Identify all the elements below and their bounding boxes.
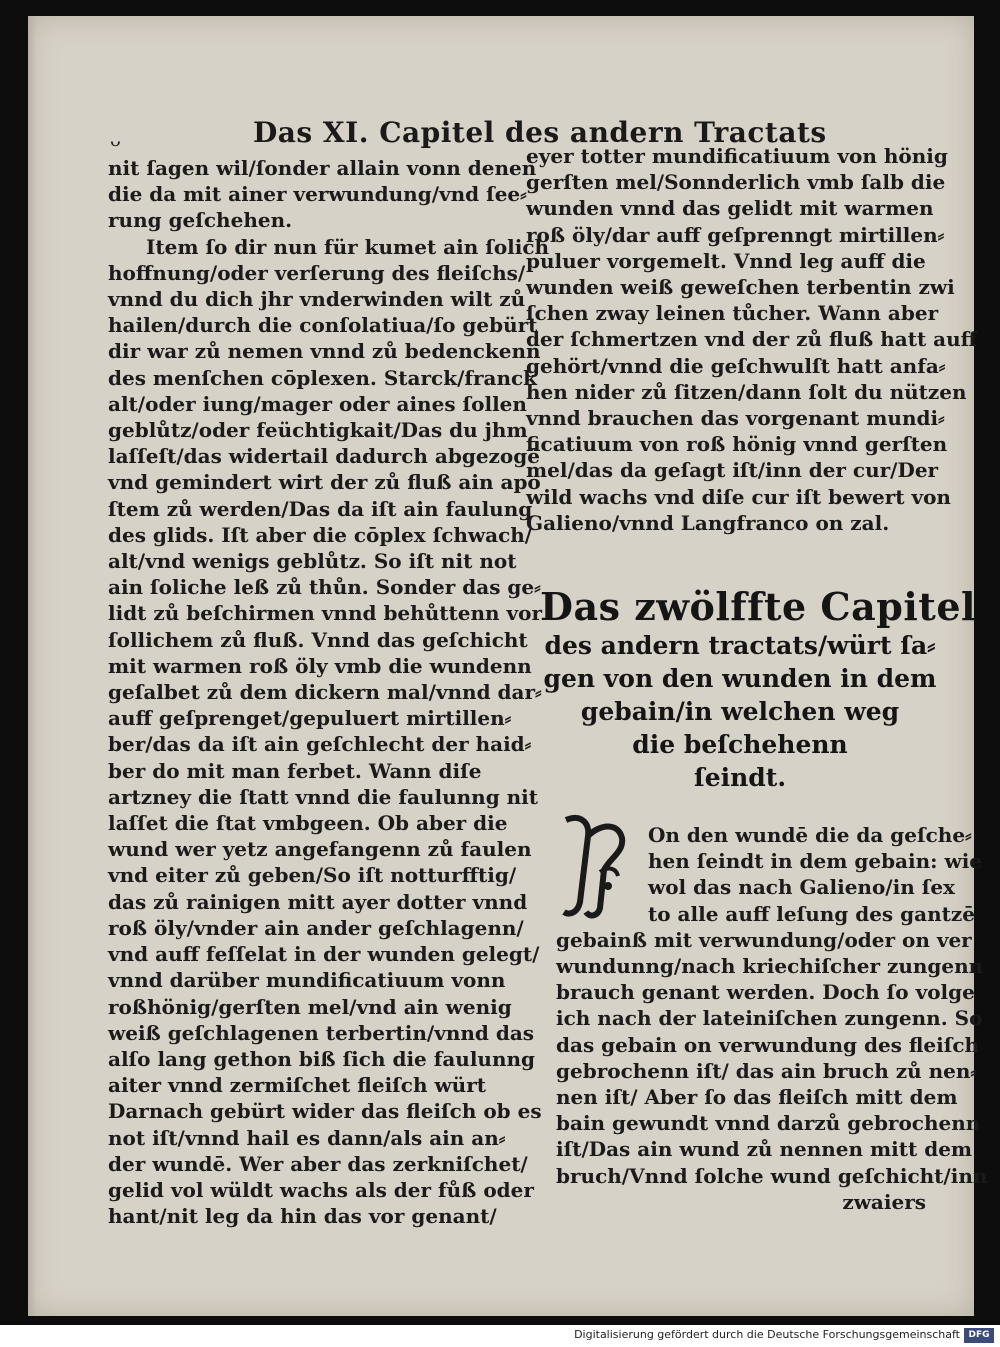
text-line: hoffnung/oder verſerung des fleiſchs/ <box>108 260 526 285</box>
text-line: gebainß mit verwundung/oder on ver <box>556 927 972 952</box>
text-line: ſollichem zů fluß. Vnnd das geſchicht <box>108 627 528 652</box>
text-line: hen ſeindt in dem gebain: wie <box>648 849 983 874</box>
text-line: ſchen zway leinen tůcher. Wann aber <box>526 301 939 326</box>
text-line: wundunng/nach kriechiſcher zungenn <box>556 954 984 979</box>
text-line: rung geſchehen. <box>108 208 293 233</box>
text-line: roß öly/dar auff geſprenngt mirtillen⸗ <box>526 222 945 247</box>
text-line: ain ſoliche leß zů thůn. Sonder das ge⸗ <box>108 575 541 600</box>
text-line: ber/das da iſt ain geſchlecht der haid⸗ <box>108 732 532 757</box>
chapter-subtitle-line: die beſchehenn <box>632 730 848 759</box>
text-line: das zů rainigen mitt ayer dotter vnnd <box>108 889 528 914</box>
text-line: artzney die ſtatt vnnd die faulunng nit <box>108 784 539 809</box>
text-line: vnnd darüber mundificatiuum vonn <box>108 968 506 993</box>
page-gutter-shadow <box>28 16 36 1316</box>
text-line: wund wer yetz angefangenn zů faulen <box>108 837 532 862</box>
text-line: wild wachs vnd diſe cur iſt bewert von <box>526 484 951 509</box>
text-line: Item ſo dir nun für kumet ain ſolich <box>146 234 550 259</box>
text-line: nen iſt/ Aber ſo das fleiſch mitt dem <box>556 1085 958 1110</box>
text-line: hailen/durch die conſolatiua/ſo gebürt <box>108 313 538 338</box>
chapter-heading <box>540 584 976 794</box>
text-line: to alle auff leſung des gantzē <box>648 901 975 926</box>
text-line: On den wundē die da geſche⸗ <box>648 823 972 847</box>
text-line: geſalbet zů dem dickern mal/vnnd dar⸗ <box>108 680 542 705</box>
text-line: mit warmen roß öly vmb die wundenn <box>108 653 532 678</box>
text-line: das gebain on verwundung des fleiſch <box>556 1032 980 1057</box>
text-line: Galieno/vnnd Langfranco on zal. <box>526 510 890 535</box>
chapter-subtitle-line: gen von den wunden in dem <box>543 664 937 693</box>
text-line: wunden weiß geweſchen terbentin zwi <box>526 275 955 300</box>
funding-notice: Digitalisierung gefördert durch die Deutsche Forschungsgemeinschaft <box>574 1328 960 1341</box>
text-line: nit ſagen wil/ſonder allain vonn denen <box>108 156 537 180</box>
text-line: aiter vnnd zermiſchet fleiſch würt <box>108 1073 486 1098</box>
dfg-logo: DFG <box>964 1328 994 1343</box>
text-line: des glids. Iſt aber die cōplex ſchwach/ <box>108 522 533 547</box>
text-line: not iſt/vnnd hail es dann/als ain an⸗ <box>108 1125 506 1150</box>
text-line: hant/nit leg da hin das vor genant/ <box>108 1204 497 1229</box>
corner-mark: ᴗ <box>110 130 121 151</box>
text-line: bain gewundt vnnd darzů gebrochenn <box>556 1111 981 1136</box>
text-line: gehört/vnnd die geſchwulſt hatt anfa⸗ <box>526 353 946 378</box>
running-head: Das XI. Capitel des andern Tractats <box>253 116 827 149</box>
text-line: geblůtz/oder feüchtigkait/Das du jhm <box>108 418 528 443</box>
text-line: Darnach gebürt wider das fleiſch ob es <box>108 1099 542 1124</box>
text-line: vnd eiter zů geben/So iſt notturfftig/ <box>108 863 517 888</box>
text-line: vnd gemindert wirt der zů fluß ain apo <box>108 470 541 495</box>
chapter-subtitle-line: ſeindt. <box>693 763 787 792</box>
text-line: alſo lang gethon biß ſich die faulunng <box>108 1046 536 1071</box>
text-line: alt/vnd wenigs geblůtz. So iſt nit not <box>108 549 517 574</box>
text-line: laſſet die ſtat vmbgeen. Ob aber die <box>108 811 508 836</box>
chapter-title: Das zwölffte Capitel <box>540 584 976 629</box>
text-line: alt/oder iung/mager oder aines ſollen <box>108 391 527 416</box>
text-line: gerſten mel/Sonnderlich vmb ſalb die <box>526 170 946 195</box>
text-line: laſſeſt/das widertail dadurch abgezogē <box>108 444 540 469</box>
text-line: puluer vorgemelt. Vnnd leg auff die <box>526 248 926 273</box>
text-line: auff geſprenget/gepuluert mirtillen⸗ <box>108 706 512 731</box>
text-line: ber do mit man ferbet. Wann diſe <box>108 758 482 783</box>
text-line: der ſchmertzen vnd der zů fluß hatt auff <box>526 327 978 352</box>
text-line: mel/das da geſagt iſt/inn der cur/Der <box>526 458 939 483</box>
text-line: hen nider zů ſitzen/dann ſolt du nützen <box>526 379 967 404</box>
text-line: ſtem zů werden/Das da iſt ain faulung <box>108 496 533 521</box>
text-line: der wundē. Wer aber das zerkniſchet/ <box>108 1151 528 1176</box>
text-line: bruch/Vnnd ſolche wund geſchicht/inn <box>556 1163 988 1188</box>
text-line: brauch genant werden. Doch ſo volge <box>556 980 975 1005</box>
text-line: vnnd du dich jhr vnderwinden wilt zů <box>108 287 526 312</box>
text-line: lidt zů beſchirmen vnnd behůttenn vor <box>108 601 542 626</box>
text-line: ich nach der lateiniſchen zungenn. So <box>556 1006 983 1031</box>
text-line: eyer totter mundificatiuum von hönig <box>526 144 948 168</box>
text-line: gebrochenn iſt/ das ain bruch zů nen⸗ <box>556 1058 978 1083</box>
text-line: gelid vol wüldt wachs als der fůß oder <box>108 1177 534 1202</box>
text-line: die da mit ainer verwundung/vnd ſee⸗ <box>108 182 527 207</box>
text-line: iſt/Das ain wund zů nennen mitt dem <box>556 1137 973 1162</box>
text-line: dir war zů nemen vnnd zů bedenckenn <box>108 339 541 364</box>
text-line: vnnd brauchen das vorgenant mundi⸗ <box>526 406 945 431</box>
footer-bar <box>0 1325 1000 1347</box>
catchword: zwaiers <box>842 1189 926 1214</box>
left-column <box>108 155 550 1229</box>
right-column-bottom <box>556 822 988 1215</box>
text-line: weiß geſchlagenen terbertin/vnnd das <box>108 1020 535 1045</box>
chapter-subtitle-line: gebain/in welchen weg <box>580 697 900 726</box>
chapter-subtitle-line: des andern tractats/würt ſa⸗ <box>544 631 936 660</box>
text-line: vnd auff feſſelat in der wunden gelegt/ <box>108 942 540 967</box>
text-line: ficatiuum von roß hönig vnnd gerſten <box>526 432 948 457</box>
text-line: des menſchen cōplexen. Starck/franck <box>108 365 538 390</box>
text-line: wunden vnnd das gelidt mit warmen <box>526 196 934 221</box>
right-column-top <box>526 143 978 536</box>
text-line: wol das nach Galieno/in ſex <box>648 875 955 900</box>
text-line: roßhönig/gerſten mel/vnd ain wenig <box>108 994 512 1019</box>
text-line: roß öly/vnder ain ander geſchlagenn/ <box>108 915 524 940</box>
